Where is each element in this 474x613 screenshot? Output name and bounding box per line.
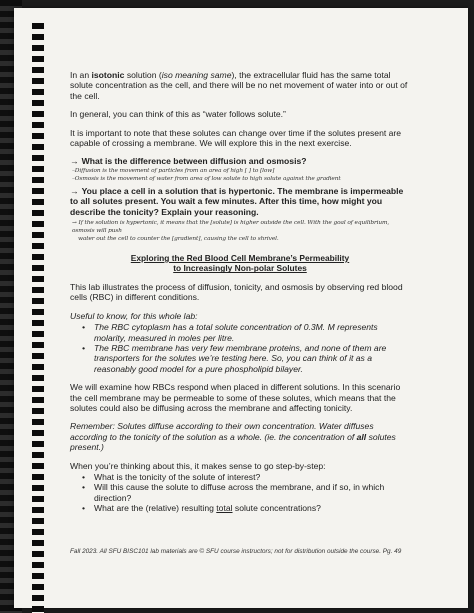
solutes-change-paragraph: It is important to note that these solutes can change over time if the solutes present are capable of crossing a membrane. We will explore this in the next exercise. — [70, 127, 402, 149]
water-follows-solute-paragraph: In general, you can think of this as “water follows solute.” — [70, 109, 286, 120]
page-content — [70, 70, 410, 522]
bullet-item: • What is the tonicity of the solute of interest? — [82, 472, 410, 482]
useful-bullets — [82, 322, 410, 374]
remember-post: solutes present.) — [70, 431, 396, 453]
lab-title-line: Exploring the Red Blood Cell Membrane’s Permeability — [130, 253, 350, 264]
useful-intro: Useful to know, for this whole lab: — [70, 310, 198, 321]
step-pre: What are the (relative) resulting — [94, 503, 217, 514]
isotonic-term: isotonic — [91, 70, 125, 80]
bullet-item: • The RBC cytoplasm has a total solute concentration of 0.3M. M represents molarity, measured in moles per litre. — [82, 322, 410, 343]
step-by-step-intro: When you’re thinking about this, it makes sense to go step-by-step: — [70, 460, 326, 471]
step-post: solute concentrations? — [232, 503, 321, 514]
binder-holes — [32, 18, 44, 613]
lab-title-line: to Increasingly Non-polar Solutes — [173, 263, 307, 274]
answer-line: –Diffusion is the movement of particles from an area of high [ ] to [low] — [72, 167, 275, 174]
handwritten-answer-1 — [70, 167, 410, 183]
isotonic-mid: solution ( — [124, 70, 162, 80]
question-text: What is the difference between diffusion and osmosis? — [81, 156, 307, 167]
question-hypertonic — [70, 186, 410, 217]
step-underline: total — [216, 503, 233, 514]
remember-pre: Remember: Solutes diffuse according to their own concentration. Water diffuses according to the tonicity of the solution as a whole. (ie. the concentration of — [70, 421, 374, 442]
rbc-solutions-paragraph: We will examine how RBCs respond when placed in different solutions. In this scenario the cell membrane may be permeable to some of these solutes, which means that the solutes could also be diffusing across the membrane and affecting tonicity. — [70, 382, 401, 413]
lab-title — [70, 253, 410, 274]
page-footer: Fall 2023. All SFU BISC101 lab materials are © SFU course instructors; not for distribution outside the course. Pg. 49 — [70, 548, 402, 555]
answer-line: –Osmosis is the movement of water from area of low solute to high solute against the gradient — [72, 175, 341, 182]
bullet-item — [82, 503, 410, 513]
lab-intro-paragraph: This lab illustrates the process of diffusion, tonicity, and osmosis by observing red blood cells (RBC) in different conditions. — [70, 281, 403, 303]
answer-line: water out the cell to counter the [gradient], causing the cell to shrivel. — [78, 236, 279, 243]
answer-line: → If the solution is hypertonic, it means that the [solute] is higher outside the cell. With the goal of equilibrium, osmosis will push — [72, 220, 390, 235]
remember-paragraph — [70, 421, 410, 452]
isotonic-pre: In an — [70, 70, 92, 80]
bullet-item: • The RBC membrane has very few membrane proteins, and none of them are transporters for the solutes we’re testing here. So, you can think of it as a reasonably good model for a pure phospholipid bilayer. — [82, 343, 410, 374]
isotonic-post: ), the extracellular fluid has the same total solute concentration as the cell, and there will be no net movement of water into or out of the cell. — [70, 70, 408, 101]
isotonic-meaning: iso meaning same — [161, 70, 232, 80]
step-bullets — [82, 472, 410, 514]
isotonic-paragraph — [70, 70, 410, 101]
question-diffusion-osmosis — [70, 156, 410, 166]
handwritten-answer-2 — [70, 219, 410, 243]
arrow-icon: → — [70, 156, 79, 167]
bullet-item: • Will this cause the solute to diffuse across the membrane, and if so, in which direction? — [82, 482, 410, 503]
arrow-icon: → — [70, 185, 79, 196]
remember-emphasis: all — [356, 431, 367, 442]
question-text: You place a cell in a solution that is hypertonic. The membrane is impermeable to all solutes present. You wait a few minutes. After this time, how might you describe the tonicity? Explain your reasoning. — [70, 185, 404, 217]
